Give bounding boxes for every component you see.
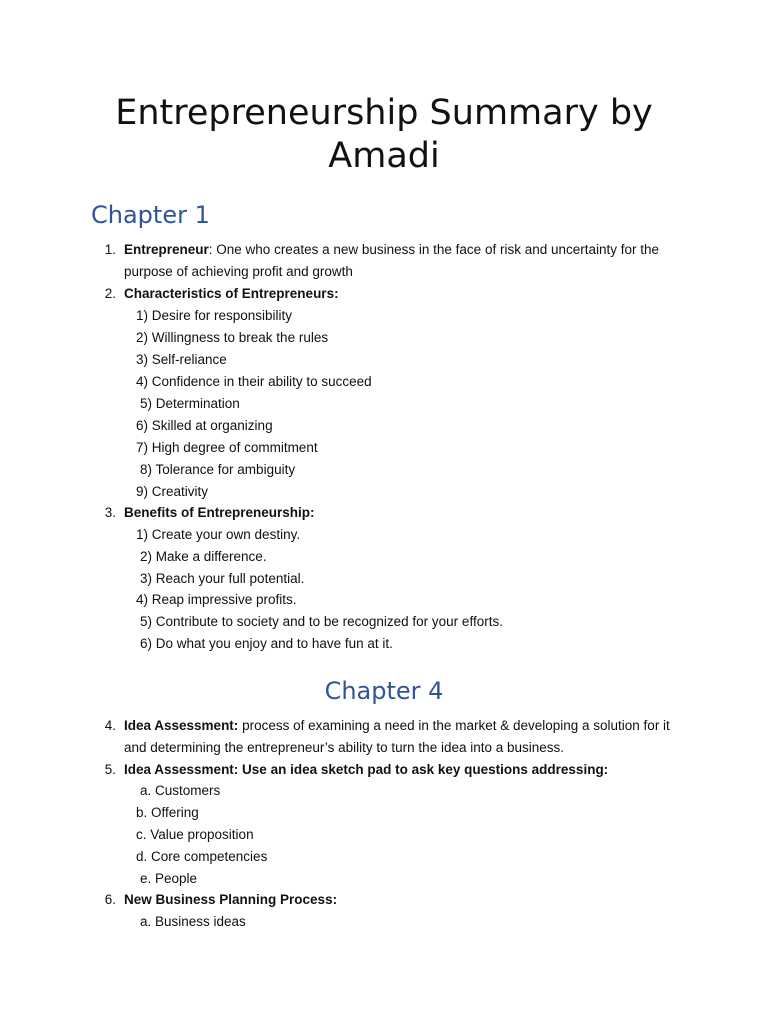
title-line-1: Entrepreneurship Summary by <box>115 93 653 133</box>
list-number-4: 4. <box>104 718 116 733</box>
definition-entrepreneur-part-2: purpose of achieving profit and growth <box>124 264 353 279</box>
sub-item: 8) Tolerance for ambiguity <box>140 462 296 477</box>
definition-idea-assessment-part-2: and determining the entrepreneur’s ability to turn the idea into a business. <box>124 740 565 755</box>
sub-item: a. Customers <box>140 783 221 798</box>
list-number-1: 1. <box>104 242 116 257</box>
term-idea-assessment: Idea Assessment: <box>124 718 239 733</box>
list-item-4-line-1 <box>124 716 670 736</box>
list-item-2-heading: Characteristics of Entrepreneurs: <box>124 286 339 301</box>
sub-item: 1) Create your own destiny. <box>136 527 301 542</box>
sub-item: 4) Confidence in their ability to succeed <box>136 374 372 389</box>
definition-entrepreneur-part-1: : One who creates a new business in the face of risk and uncertainty for the <box>208 242 660 257</box>
sub-item: 2) Make a difference. <box>140 549 267 564</box>
document-title <box>100 92 668 178</box>
chapter-1-heading: Chapter 1 <box>91 201 210 229</box>
list-item-5-heading: Idea Assessment: Use an idea sketch pad to ask key questions addressing: <box>124 762 609 777</box>
list-item-3-heading: Benefits of Entrepreneurship: <box>124 505 315 520</box>
sub-item: 9) Creativity <box>136 484 209 499</box>
term-entrepreneur: Entrepreneur <box>124 242 209 257</box>
sub-item: 6) Skilled at organizing <box>136 418 273 433</box>
sub-item: c. Value proposition <box>136 827 254 842</box>
list-number-3: 3. <box>104 505 116 520</box>
sub-item: d. Core competencies <box>136 849 268 864</box>
sub-item: 2) Willingness to break the rules <box>136 330 329 345</box>
sub-item: 3) Reach your full potential. <box>140 571 305 586</box>
definition-idea-assessment-part-1: process of examining a need in the market & developing a solution for it <box>238 718 670 733</box>
sub-item: 3) Self-reliance <box>136 352 227 367</box>
sub-item: 6) Do what you enjoy and to have fun at it. <box>140 636 393 651</box>
sub-item: e. People <box>140 871 198 886</box>
list-number-6: 6. <box>104 892 116 907</box>
sub-item: b. Offering <box>136 805 199 820</box>
title-line-2: Amadi <box>328 136 440 176</box>
sub-item: 1) Desire for responsibility <box>136 308 293 323</box>
sub-item: a. Business ideas <box>140 914 246 929</box>
sub-item: 7) High degree of commitment <box>136 440 318 455</box>
list-number-5: 5. <box>104 762 116 777</box>
list-item-1-line-1 <box>124 240 659 260</box>
list-item-6-heading: New Business Planning Process: <box>124 892 338 907</box>
sub-item: 4) Reap impressive profits. <box>136 592 297 607</box>
sub-item: 5) Contribute to society and to be recognized for your efforts. <box>140 614 503 629</box>
list-number-2: 2. <box>104 286 116 301</box>
chapter-4-heading: Chapter 4 <box>324 677 444 705</box>
sub-item: 5) Determination <box>140 396 240 411</box>
